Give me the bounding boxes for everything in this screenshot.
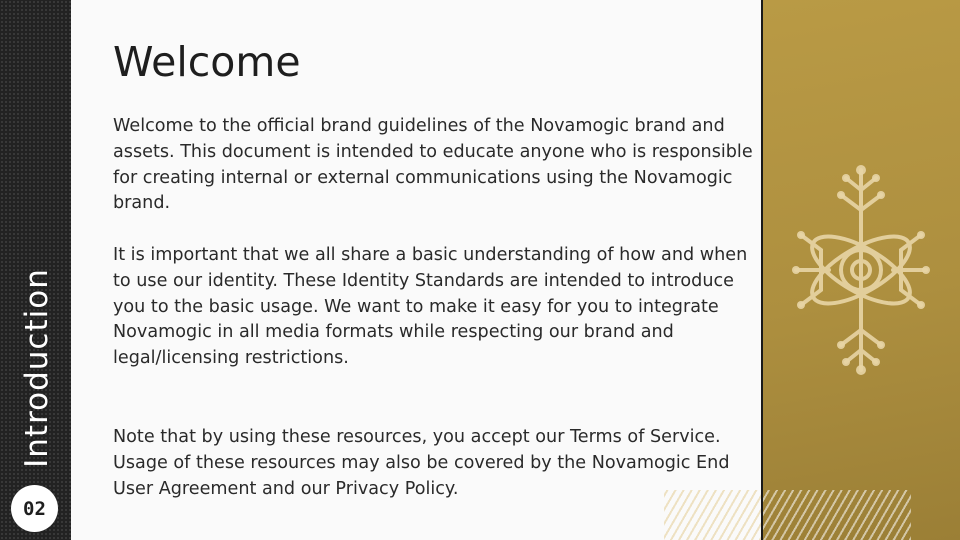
- intro-paragraph-3: Note that by using these resources, you accept our Terms of Service. Usage of these resources may also be covered by the Novamogic End User Agreement and our Privacy Policy.: [113, 427, 730, 499]
- page-title: Welcome: [113, 38, 301, 86]
- decorative-photo-panel: [761, 0, 960, 540]
- decorative-hatch: [763, 490, 911, 540]
- page-number-badge: 02: [11, 485, 58, 532]
- decorative-hatch: [664, 490, 761, 540]
- sidebar: [0, 0, 71, 540]
- intro-paragraph-1: Welcome to the official brand guidelines of the Novamogic brand and assets. This document is intended to educate anyone who is responsible for creating internal or external communications using the Novamogic brand.: [113, 116, 753, 214]
- divider: [761, 0, 763, 540]
- intro-paragraph-2: It is important that we all share a basic understanding of how and when to use our identity. These Identity Standards are intended to introduce you to the basic usage. We want to make it easy for you to integrate Novamogic in all media formats while respecting our brand and legal/licensing restrictions.: [113, 245, 748, 369]
- snowflake-atom-emblem-icon: [791, 160, 931, 380]
- section-label: Introduction: [19, 268, 55, 468]
